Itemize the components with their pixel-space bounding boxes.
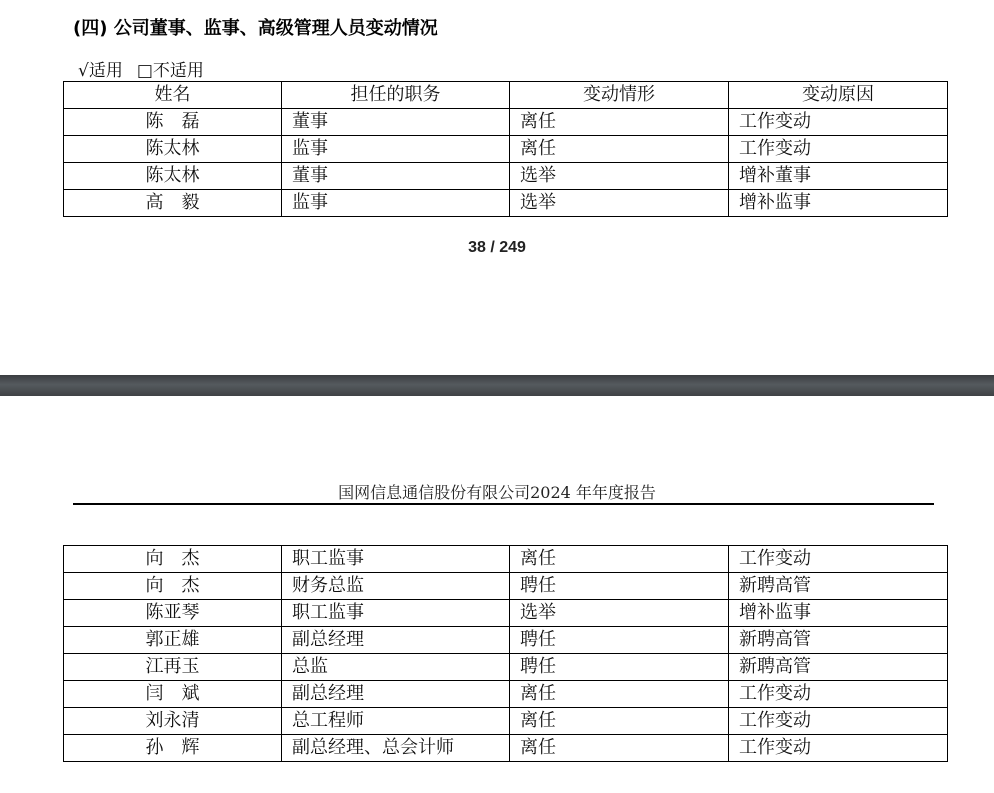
cell-change: 选举 xyxy=(510,600,729,627)
table-row xyxy=(64,735,948,762)
cell-reason: 新聘高管 xyxy=(729,573,948,600)
table-row xyxy=(64,136,948,163)
cell-name: 闫 斌 xyxy=(64,681,282,708)
cell-name: 陈太林 xyxy=(64,136,282,163)
cell-role: 职工监事 xyxy=(282,600,510,627)
cell-name: 陈太林 xyxy=(64,163,282,190)
cell-change: 选举 xyxy=(510,163,729,190)
cell-name: 刘永清 xyxy=(64,708,282,735)
cell-role: 副总经理、总会计师 xyxy=(282,735,510,762)
table-row xyxy=(64,163,948,190)
cell-reason: 增补监事 xyxy=(729,600,948,627)
table-row xyxy=(64,190,948,217)
cell-reason: 增补董事 xyxy=(729,163,948,190)
cell-name: 江再玉 xyxy=(64,654,282,681)
cell-name: 孙 辉 xyxy=(64,735,282,762)
cell-change: 离任 xyxy=(510,681,729,708)
table-header-row xyxy=(64,82,948,109)
cell-role: 总工程师 xyxy=(282,708,510,735)
cell-change: 离任 xyxy=(510,735,729,762)
table-row xyxy=(64,573,948,600)
cell-role: 总监 xyxy=(282,654,510,681)
table-row xyxy=(64,681,948,708)
section-title: (四) 公司董事、监事、高级管理人员变动情况 xyxy=(73,18,438,39)
page-39 xyxy=(0,396,994,793)
page-number: 38 / 249 xyxy=(468,239,526,256)
table-row xyxy=(64,546,948,573)
cell-change: 选举 xyxy=(510,190,729,217)
cell-reason: 工作变动 xyxy=(729,546,948,573)
table-row xyxy=(64,654,948,681)
cell-reason: 工作变动 xyxy=(729,735,948,762)
cell-name: 陈亚琴 xyxy=(64,600,282,627)
cell-role: 监事 xyxy=(282,190,510,217)
cell-reason: 工作变动 xyxy=(729,136,948,163)
cell-change: 离任 xyxy=(510,546,729,573)
cell-name: 向 杰 xyxy=(64,573,282,600)
table-row xyxy=(64,627,948,654)
applicable-option: √适用 xyxy=(78,61,123,81)
cell-role: 副总经理 xyxy=(282,681,510,708)
header-role: 担任的职务 xyxy=(282,82,510,109)
personnel-change-table xyxy=(63,81,948,217)
cell-reason: 增补监事 xyxy=(729,190,948,217)
report-running-header: 国网信息通信股份有限公司2024 年年度报告 xyxy=(338,483,656,502)
cell-role: 董事 xyxy=(282,163,510,190)
cell-role: 副总经理 xyxy=(282,627,510,654)
cell-name: 高 毅 xyxy=(64,190,282,217)
cell-change: 离任 xyxy=(510,708,729,735)
cell-name: 陈 磊 xyxy=(64,109,282,136)
cell-change: 离任 xyxy=(510,136,729,163)
page-38 xyxy=(0,0,994,375)
cell-reason: 新聘高管 xyxy=(729,654,948,681)
cell-role: 财务总监 xyxy=(282,573,510,600)
table-row xyxy=(64,109,948,136)
cell-change: 离任 xyxy=(510,109,729,136)
cell-change: 聘任 xyxy=(510,573,729,600)
not-applicable-option: □不适用 xyxy=(136,61,204,81)
cell-role: 董事 xyxy=(282,109,510,136)
cell-name: 向 杰 xyxy=(64,546,282,573)
cell-reason: 工作变动 xyxy=(729,708,948,735)
header-change: 变动情形 xyxy=(510,82,729,109)
table-row xyxy=(64,600,948,627)
cell-role: 监事 xyxy=(282,136,510,163)
cell-change: 聘任 xyxy=(510,654,729,681)
cell-reason: 工作变动 xyxy=(729,109,948,136)
header-name: 姓名 xyxy=(64,82,282,109)
personnel-change-table-continued xyxy=(63,545,948,762)
cell-change: 聘任 xyxy=(510,627,729,654)
header-reason: 变动原因 xyxy=(729,82,948,109)
page-separator xyxy=(0,375,994,396)
cell-role: 职工监事 xyxy=(282,546,510,573)
cell-reason: 新聘高管 xyxy=(729,627,948,654)
header-rule xyxy=(73,503,934,505)
applicability-options xyxy=(78,56,204,81)
cell-reason: 工作变动 xyxy=(729,681,948,708)
table-row xyxy=(64,708,948,735)
cell-name: 郭正雄 xyxy=(64,627,282,654)
